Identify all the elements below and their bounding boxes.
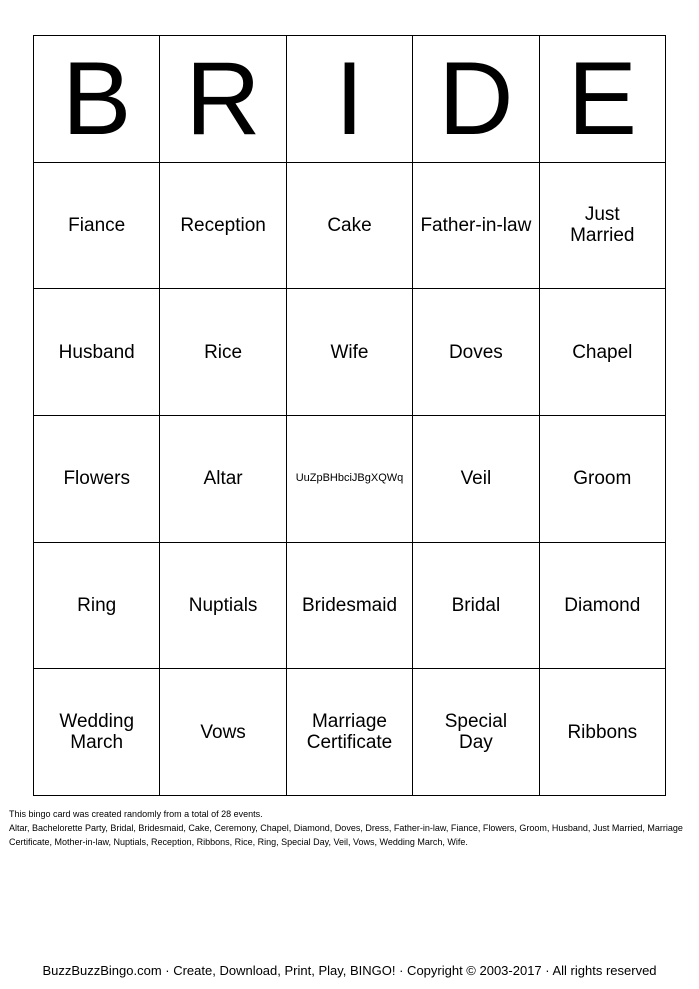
cell-text-line: Husband <box>58 341 135 363</box>
cell-text-line: Ring <box>77 594 117 616</box>
bingo-cell <box>34 543 160 670</box>
bingo-cell <box>287 289 413 416</box>
cell-text-line: Just <box>584 204 620 226</box>
header-letter: E <box>540 36 666 163</box>
cell-text-line: Wedding <box>59 711 135 733</box>
cell-text-line: Marriage <box>311 711 387 733</box>
bingo-cell <box>413 289 539 416</box>
bingo-cell <box>413 669 539 796</box>
cell-text-line: Day <box>458 732 493 754</box>
cell-text-line: Fiance <box>68 214 126 236</box>
cell-text-line: Rice <box>204 341 243 363</box>
free-space-cell <box>287 416 413 543</box>
cell-text-line: Certificate <box>306 732 393 754</box>
cell-text-line: Vows <box>200 721 246 743</box>
cell-text-line: Reception <box>180 214 266 236</box>
cell-text-line: UuZpBHbciJBgXQWq <box>295 472 404 485</box>
cell-text-line: Father-in-law <box>420 214 532 236</box>
bingo-cell <box>540 163 666 290</box>
cell-text-line: Groom <box>573 468 632 490</box>
bingo-cell <box>160 543 286 670</box>
cell-text-line: Diamond <box>564 594 641 616</box>
bingo-cell <box>34 289 160 416</box>
bingo-cell <box>34 416 160 543</box>
cell-text-line: Altar <box>203 468 243 490</box>
cell-text-line: Wife <box>330 341 369 363</box>
cell-text-line: Chapel <box>572 341 633 363</box>
bingo-cell <box>540 289 666 416</box>
bingo-cell <box>540 669 666 796</box>
bingo-cell <box>413 416 539 543</box>
header-letter: I <box>287 36 413 163</box>
bingo-cell <box>413 163 539 290</box>
header-letter: B <box>34 36 160 163</box>
card-info-events: Altar, Bachelorette Party, Bridal, Bridesmaid, Cake, Ceremony, Chapel, Diamond, Doves, Dress, Father-in-law, Fiance, Flowers, Groom, Husband, Just Married, Marriage Certificate, Mother-in-law, Nuptials, Reception, Ribbons, Rice, Ring, Special Day, Veil, Vows, Wedding March, Wife. <box>9 823 683 847</box>
bingo-cell <box>34 163 160 290</box>
card-info-intro: This bingo card was created randomly from a total of 28 events. <box>9 809 263 819</box>
bingo-cell <box>160 669 286 796</box>
cell-text-line: Nuptials <box>188 594 258 616</box>
bingo-cell <box>540 543 666 670</box>
cell-text-line: Cake <box>327 214 372 236</box>
cell-text-line: Special <box>444 711 508 733</box>
bingo-cell <box>160 289 286 416</box>
cell-text-line: Flowers <box>63 468 130 490</box>
bingo-cell <box>287 543 413 670</box>
footer-copyright: BuzzBuzzBingo.com · Create, Download, Print, Play, BINGO! · Copyright © 2003-2017 · All rights reserved <box>42 963 657 978</box>
header-letter: R <box>160 36 286 163</box>
cell-text-line: Married <box>570 225 635 247</box>
cell-text-line: Bridesmaid <box>301 594 398 616</box>
bingo-cell <box>287 163 413 290</box>
bingo-cell <box>160 416 286 543</box>
bingo-cell <box>287 669 413 796</box>
header-letter: D <box>413 36 539 163</box>
cell-text-line: March <box>70 732 124 754</box>
card-info <box>9 807 689 849</box>
bingo-cell <box>413 543 539 670</box>
bingo-cell <box>540 416 666 543</box>
cell-text-line: Doves <box>448 341 503 363</box>
bingo-cell <box>160 163 286 290</box>
cell-text-line: Veil <box>460 468 492 490</box>
bingo-card <box>33 35 666 796</box>
cell-text-line: Ribbons <box>567 721 638 743</box>
cell-text-line: Bridal <box>451 594 501 616</box>
bingo-cell <box>34 669 160 796</box>
